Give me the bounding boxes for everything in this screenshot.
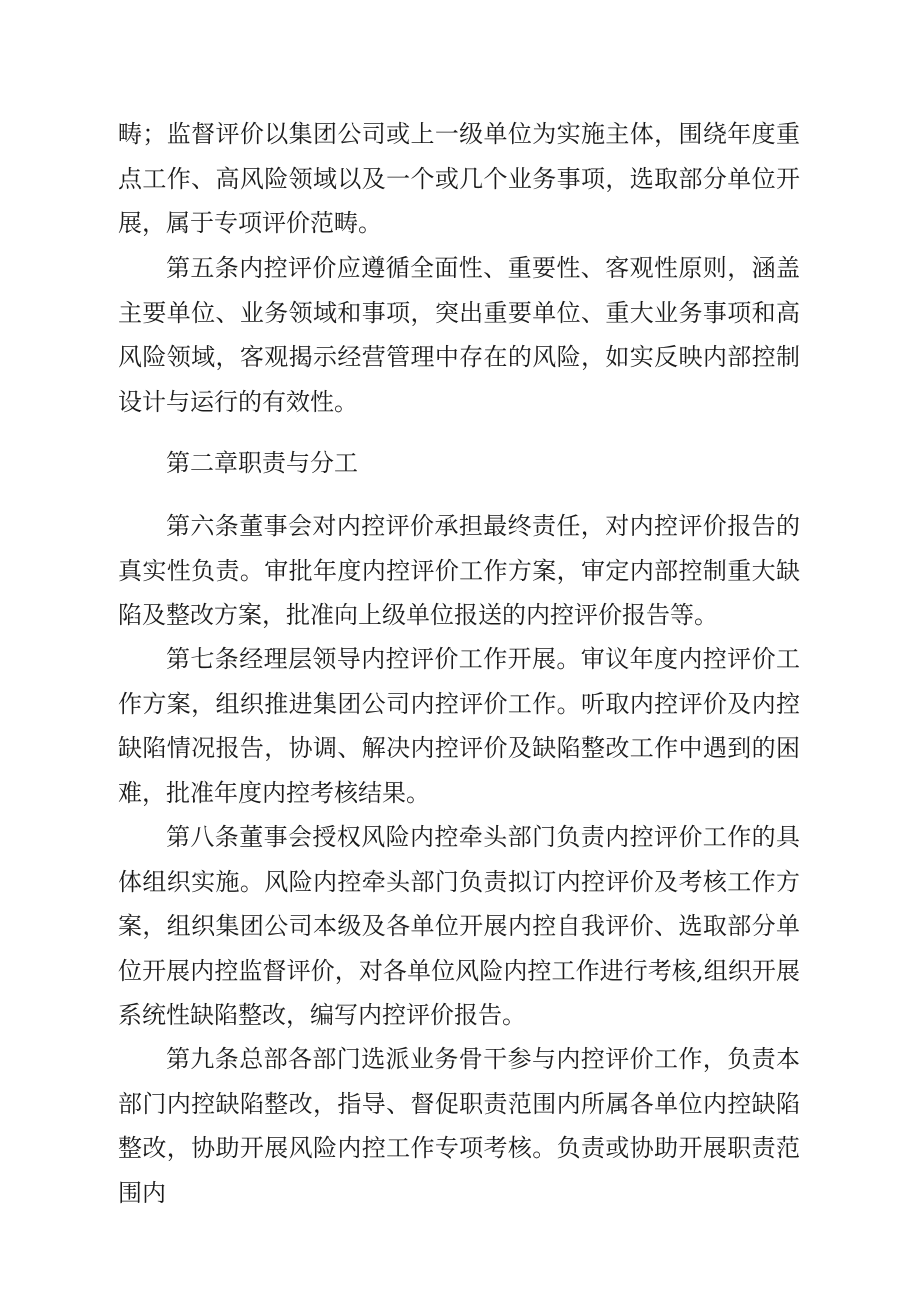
paragraph-article-6: 第六条董事会对内控评价承担最终责任，对内控评价报告的真实性负责。审批年度内控评价工作方案，审定内部控制重大缺陷及整改方案，批准向上级单位报送的内控评价报告等。: [118, 512, 800, 629]
paragraph-article-7: 第七条经理层领导内控评价工作开展。审议年度内控评价工作方案，组织推进集团公司内控评价工作。听取内控评价及内控缺陷情况报告，协调、解决内控评价及缺陷整改工作中遇到的困难，批准年度内控考核结果。: [118, 645, 800, 807]
chapter-heading: 第二章职责与分工: [166, 449, 358, 477]
paragraph-article-9: 第九条总部各部门选派业务骨干参与内控评价工作，负责本部门内控缺陷整改，指导、督促职责范围内所属各单位内控缺陷整改，协助开展风险内控工作专项考核。负责或协助开展职责范围内: [118, 1045, 800, 1207]
paragraph-article-8: 第八条董事会授权风险内控牵头部门负责内控评价工作的具体组织实施。风险内控牵头部门负责拟订内控评价及考核工作方案，组织集团公司本级及各单位开展内控自我评价、选取部分单位开展内控监督评价，对各单位风险内控工作进行考核,组织开展系统性缺陷整改，编写内控评价报告。: [118, 823, 800, 1029]
paragraph-continuation: 畴；监督评价以集团公司或上一级单位为实施主体，围绕年度重点工作、高风险领域以及一个或几个业务事项，选取部分单位开展，属于专项评价范畴。: [118, 120, 800, 237]
paragraph-article-5: 第五条内控评价应遵循全面性、重要性、客观性原则，涵盖主要单位、业务领域和事项，突出重要单位、重大业务事项和高风险领域，客观揭示经营管理中存在的风险，如实反映内部控制设计与运行的有效性。: [118, 254, 800, 416]
